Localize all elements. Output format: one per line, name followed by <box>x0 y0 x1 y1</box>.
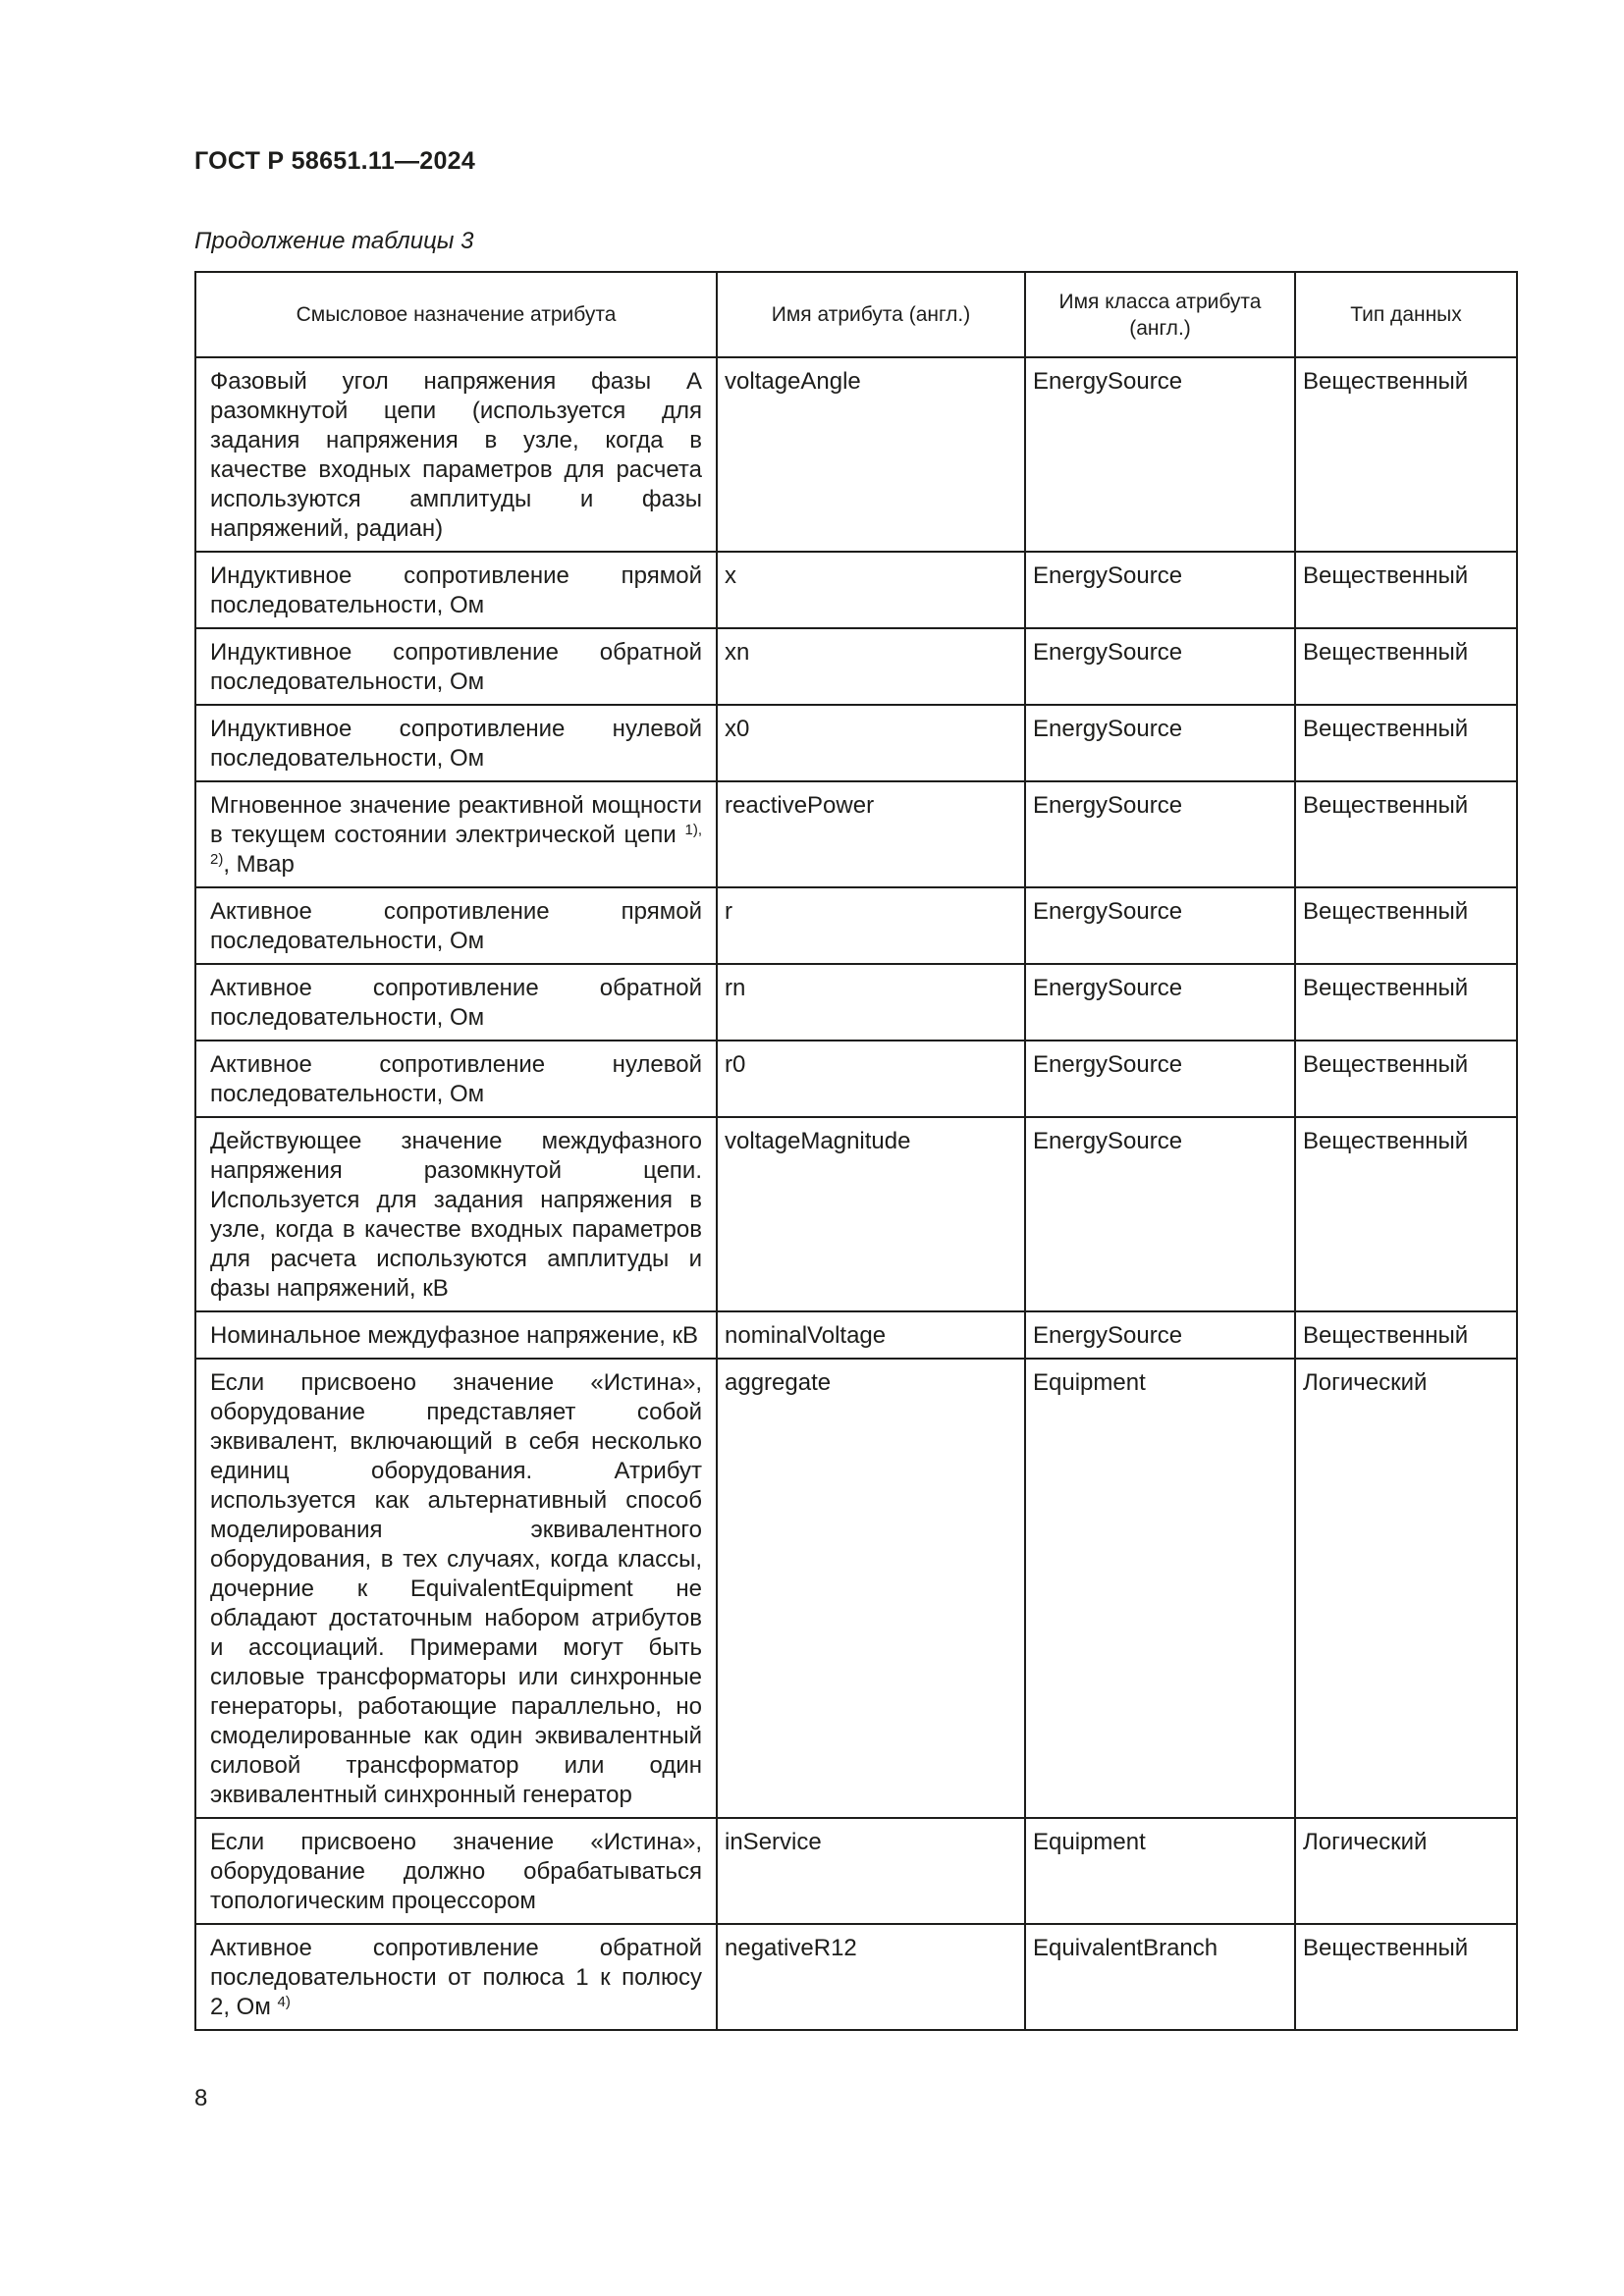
meaning-unit: , Мвар <box>223 851 295 878</box>
column-header-attribute-name: Имя атрибута (англ.) <box>717 272 1025 357</box>
meaning-text: Индуктивное сопротивление обратной последовательности, Ом <box>210 639 702 695</box>
cell-data-type: Вещественный <box>1295 887 1517 964</box>
table-row <box>195 964 1517 1041</box>
cell-class-name: EnergySource <box>1025 628 1295 705</box>
cell-meaning <box>195 1117 717 1311</box>
cell-class-name: EnergySource <box>1025 552 1295 628</box>
table-row <box>195 1311 1517 1359</box>
meaning-text: Фазовый угол напряжения фазы А разомкнутой цепи (используется для задания напряжения в узле, когда в качестве входных параметров для расчета используются амплитуды и фазы напряжений, радиан) <box>210 368 702 542</box>
cell-attribute-name: nominalVoltage <box>717 1311 1025 1359</box>
cell-attribute-name: x <box>717 552 1025 628</box>
cell-attribute-name: negativeR12 <box>717 1924 1025 2030</box>
meaning-text: Индуктивное сопротивление нулевой последовательности, Ом <box>210 716 702 772</box>
meaning-text: Номинальное междуфазное напряжение, кВ <box>210 1322 699 1349</box>
meaning-text: Индуктивное сопротивление прямой последовательности, Ом <box>210 562 702 618</box>
cell-attribute-name: rn <box>717 964 1025 1041</box>
footnote-reference: 1), 2) <box>210 822 702 868</box>
cell-data-type: Вещественный <box>1295 628 1517 705</box>
table-header-row <box>195 272 1517 357</box>
meaning-text: Активное сопротивление обратной последовательности от полюса 1 к полюсу 2, Ом <box>210 1935 702 2020</box>
meaning-text: Активное сопротивление прямой последовательности, Ом <box>210 898 702 954</box>
cell-class-name: EnergySource <box>1025 1117 1295 1311</box>
column-header-class-name: Имя класса атрибута (англ.) <box>1025 272 1295 357</box>
cell-data-type: Вещественный <box>1295 357 1517 552</box>
cell-meaning <box>195 887 717 964</box>
cell-data-type: Вещественный <box>1295 1041 1517 1117</box>
table-continuation-caption: Продолжение таблицы 3 <box>194 228 474 254</box>
table-row <box>195 887 1517 964</box>
column-header-meaning: Смысловое назначение атрибута <box>195 272 717 357</box>
cell-meaning <box>195 1818 717 1924</box>
cell-data-type: Логический <box>1295 1818 1517 1924</box>
cell-attribute-name: r0 <box>717 1041 1025 1117</box>
meaning-text: Мгновенное значение реактивной мощности в текущем состоянии электрической цепи <box>210 792 702 848</box>
cell-data-type: Вещественный <box>1295 1117 1517 1311</box>
cell-meaning <box>195 705 717 781</box>
table-row <box>195 1818 1517 1924</box>
cell-attribute-name: voltageAngle <box>717 357 1025 552</box>
footnote-reference: 4) <box>277 1994 291 2010</box>
cell-class-name: EnergySource <box>1025 705 1295 781</box>
table-row <box>195 357 1517 552</box>
table-row <box>195 1041 1517 1117</box>
cell-meaning <box>195 781 717 887</box>
attribute-table <box>194 271 1518 2031</box>
document-header: ГОСТ Р 58651.11—2024 <box>194 147 476 175</box>
meaning-text: Если присвоено значение «Истина», оборудование представляет собой эквивалент, включающий в себя несколько единиц оборудования. Атрибут используется как альтернативный способ моделирования эквивалентного оборудования, в тех случаях, когда классы, дочерние к EquivalentEquipment не обладают достаточным набором атрибутов и ассоциаций. Примерами могут быть силовые трансформаторы или синхронные генераторы, работающие параллельно, но смоделированные как один эквивалентный силовой трансформатор или один эквивалентный синхронный генератор <box>210 1369 702 1808</box>
cell-data-type: Вещественный <box>1295 1924 1517 2030</box>
cell-data-type: Вещественный <box>1295 781 1517 887</box>
meaning-text: Если присвоено значение «Истина», оборудование должно обрабатываться топологическим процессором <box>210 1829 702 1914</box>
cell-meaning <box>195 1311 717 1359</box>
cell-class-name: EquivalentBranch <box>1025 1924 1295 2030</box>
cell-attribute-name: xn <box>717 628 1025 705</box>
table-body <box>195 357 1517 2030</box>
cell-meaning <box>195 1924 717 2030</box>
cell-class-name: EnergySource <box>1025 964 1295 1041</box>
cell-attribute-name: aggregate <box>717 1359 1025 1818</box>
cell-attribute-name: voltageMagnitude <box>717 1117 1025 1311</box>
cell-class-name: EnergySource <box>1025 887 1295 964</box>
cell-class-name: Equipment <box>1025 1818 1295 1924</box>
cell-data-type: Вещественный <box>1295 552 1517 628</box>
cell-meaning <box>195 552 717 628</box>
cell-data-type: Вещественный <box>1295 1311 1517 1359</box>
cell-attribute-name: inService <box>717 1818 1025 1924</box>
table-row <box>195 1117 1517 1311</box>
cell-data-type: Вещественный <box>1295 964 1517 1041</box>
cell-attribute-name: x0 <box>717 705 1025 781</box>
cell-data-type: Логический <box>1295 1359 1517 1818</box>
cell-class-name: EnergySource <box>1025 1311 1295 1359</box>
meaning-text: Активное сопротивление нулевой последовательности, Ом <box>210 1051 702 1107</box>
table-row <box>195 705 1517 781</box>
cell-attribute-name: reactivePower <box>717 781 1025 887</box>
meaning-text: Действующее значение междуфазного напряжения разомкнутой цепи. Используется для задания напряжения в узле, когда в качестве входных параметров для расчета используются амплитуды и фазы напряжений, кВ <box>210 1128 702 1302</box>
cell-attribute-name: r <box>717 887 1025 964</box>
column-header-data-type: Тип данных <box>1295 272 1517 357</box>
table-row <box>195 628 1517 705</box>
page-number: 8 <box>194 2085 208 2111</box>
meaning-text: Активное сопротивление обратной последовательности, Ом <box>210 975 702 1031</box>
table-row <box>195 1924 1517 2030</box>
cell-meaning <box>195 357 717 552</box>
cell-data-type: Вещественный <box>1295 705 1517 781</box>
cell-meaning <box>195 628 717 705</box>
cell-class-name: EnergySource <box>1025 357 1295 552</box>
cell-class-name: Equipment <box>1025 1359 1295 1818</box>
table-row <box>195 1359 1517 1818</box>
cell-meaning <box>195 964 717 1041</box>
cell-class-name: EnergySource <box>1025 781 1295 887</box>
table-row <box>195 552 1517 628</box>
table-row <box>195 781 1517 887</box>
cell-class-name: EnergySource <box>1025 1041 1295 1117</box>
cell-meaning <box>195 1041 717 1117</box>
cell-meaning <box>195 1359 717 1818</box>
